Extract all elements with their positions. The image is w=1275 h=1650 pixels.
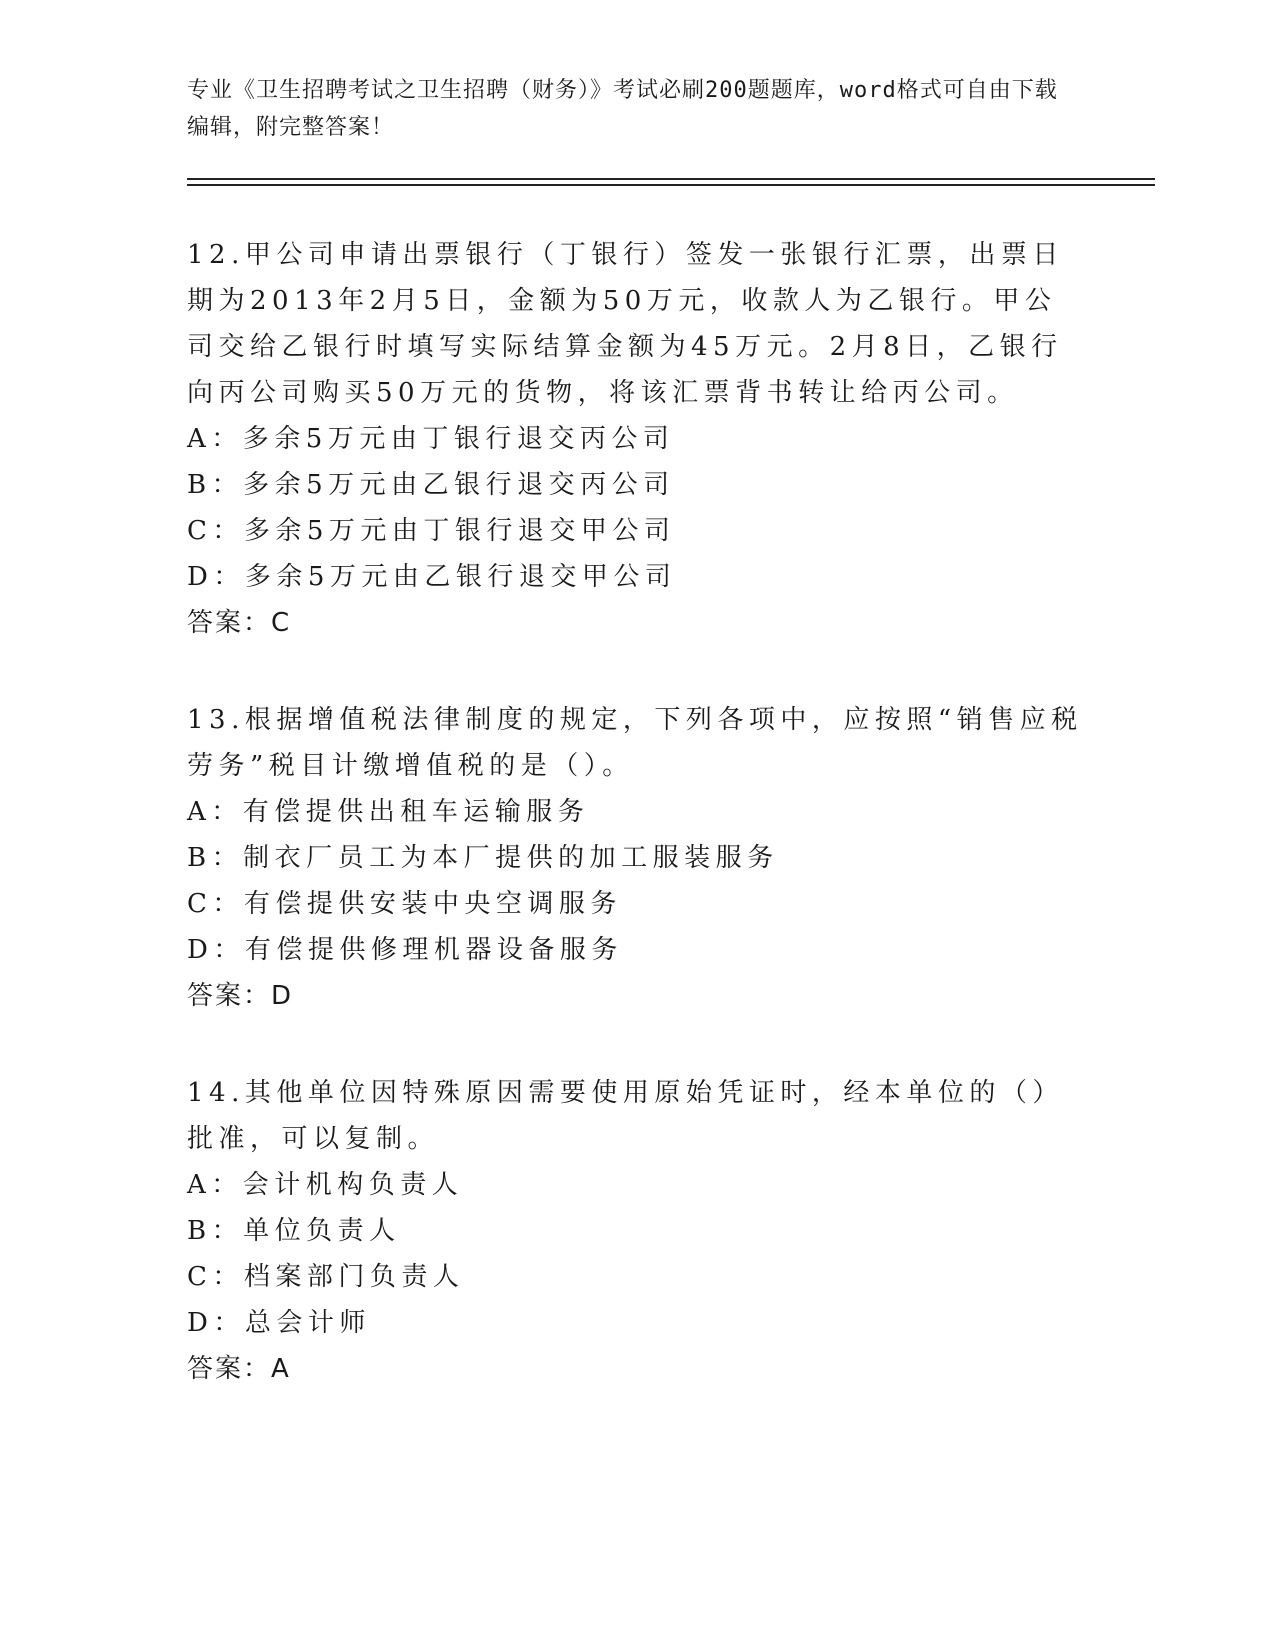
option-c: C：档案部门负责人 [187, 1262, 465, 1292]
option-d: D：有偿提供修理机器设备服务 [187, 935, 623, 965]
option-c: C：多余5万元由丁银行退交甲公司 [187, 516, 676, 546]
option-b: B：单位负责人 [187, 1216, 401, 1246]
option-b: B：制衣厂员工为本厂提供的加工服装服务 [187, 843, 779, 873]
question-14 [187, 1070, 1087, 1392]
question-stem: 14.其他单位因特殊原因需要使用原始凭证时，经本单位的（）批准，可以复制。 [187, 1078, 1064, 1154]
option-c: C：有偿提供安装中央空调服务 [187, 889, 622, 919]
option-a: A：会计机构负责人 [187, 1170, 464, 1200]
option-b: B：多余5万元由乙银行退交丙公司 [187, 470, 675, 500]
option-a: A：多余5万元由丁银行退交丙公司 [187, 424, 675, 454]
answer: 答案：C [187, 608, 292, 638]
answer: 答案：A [187, 1354, 291, 1384]
option-d: D：总会计师 [187, 1308, 371, 1338]
header-divider-top [187, 178, 1155, 180]
answer: 答案：D [187, 981, 294, 1011]
question-stem: 12.甲公司申请出票银行（丁银行）签发一张银行汇票，出票日期为2013年2月5日，金额为50万元，收款人为乙银行。甲公司交给乙银行时填写实际结算金额为45万元。2月8日，乙银行向丙公司购买50万元的货物，将该汇票背书转让给丙公司。 [187, 240, 1064, 408]
option-d: D：多余5万元由乙银行退交甲公司 [187, 562, 677, 592]
document-header [187, 72, 1067, 146]
question-list [187, 232, 1087, 1443]
header-text: 专业《卫生招聘考试之卫生招聘（财务）》考试必刷200题题库，word格式可自由下载编辑，附完整答案！ [187, 78, 1058, 140]
header-divider-bottom [187, 184, 1155, 186]
question-12 [187, 232, 1087, 646]
option-a: A：有偿提供出租车运输服务 [187, 797, 590, 827]
question-stem: 13.根据增值税法律制度的规定，下列各项中，应按照“销售应税劳务”税目计缴增值税的是（）。 [187, 705, 1083, 781]
question-13 [187, 697, 1087, 1019]
